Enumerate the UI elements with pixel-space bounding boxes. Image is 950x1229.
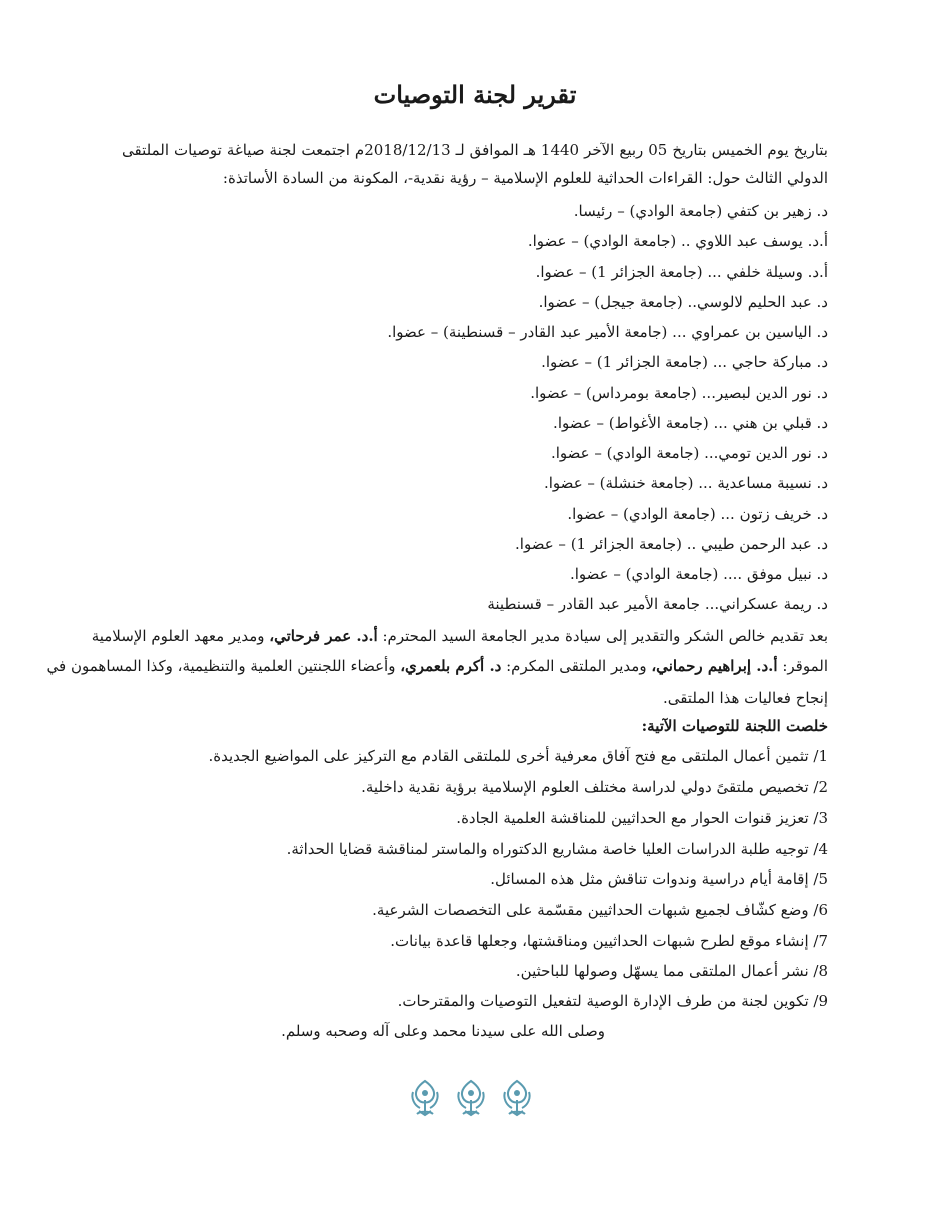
thanks-line-1 bbox=[91, 626, 828, 646]
recommendation-item: 4/ توجيه طلبة الدراسات العليا خاصة مشاريع الدكتوراه والماستر لمناقشة قضايا الحداثة. bbox=[286, 840, 828, 858]
recommendation-item: 8/ نشر أعمال الملتقى مما يسهّل وصولها للباحثين. bbox=[515, 962, 828, 980]
member-item: د. عبد الرحمن طيبي .. (جامعة الجزائر 1) – عضوا. bbox=[515, 535, 828, 553]
thanks-line-3: إنجاح فعاليات هذا الملتقى. bbox=[662, 689, 828, 707]
member-item: د. نور الدين تومي... (جامعة الوادي) – عضوا. bbox=[550, 444, 828, 462]
university-director-name: أ.د. عمر فرحاتي، bbox=[269, 627, 378, 645]
floral-ornament-icon bbox=[500, 1078, 534, 1118]
recommendation-item: 6/ وضع كشّاف لجميع شبهات الحداثيين مقسّمة على التخصصات الشرعية. bbox=[372, 901, 828, 919]
recommendations-heading: خلصت اللجنة للتوصيات الآتية: bbox=[641, 717, 828, 735]
recommendation-item: 7/ إنشاء موقع لطرح شبهات الحداثيين ومناقشتها، وجعلها قاعدة بيانات. bbox=[390, 932, 828, 950]
intro-line-1: بتاريخ يوم الخميس بتاريخ 05 ربيع الآخر 1440 هـ الموافق لـ 2018/12/13م اجتمعت لجنة صياغة توصيات الملتقى bbox=[122, 141, 828, 159]
thanks-text: الموقر: bbox=[777, 657, 828, 675]
thanks-text: بعد تقديم خالص الشكر والتقدير إلى سيادة مدير الجامعة السيد المحترم: bbox=[377, 627, 828, 645]
page-title: تقرير لجنة التوصيات bbox=[373, 80, 577, 109]
member-item: أ.د. يوسف عبد اللاوي .. (جامعة الوادي) – عضوا. bbox=[527, 232, 828, 250]
thanks-text: ومدير معهد العلوم الإسلامية bbox=[91, 627, 270, 645]
recommendation-item: 2/ تخصيص ملتقىً دولي لدراسة مختلف العلوم الإسلامية برؤية نقدية داخلية. bbox=[361, 778, 828, 796]
member-item: د. نور الدين لبصير... (جامعة بومرداس) – عضوا. bbox=[530, 384, 828, 402]
member-item: د. نبيل موفق .... (جامعة الوادي) – عضوا. bbox=[569, 565, 828, 583]
recommendation-item: 9/ تكوين لجنة من طرف الإدارة الوصية لتفعيل التوصيات والمقترحات. bbox=[397, 992, 828, 1010]
floral-ornament-icon bbox=[408, 1078, 442, 1118]
recommendation-item: 1/ تثمين أعمال الملتقى مع فتح آفاق معرفية أخرى للملتقى القادم مع التركيز على المواضيع الجديدة. bbox=[208, 747, 828, 765]
footer-ornaments bbox=[408, 1078, 542, 1120]
recommendation-item: 3/ تعزيز قنوات الحوار مع الحداثيين للمناقشة العلمية الجادة. bbox=[456, 809, 828, 827]
member-item: د. خريف زتون ... (جامعة الوادي) – عضوا. bbox=[567, 505, 828, 523]
intro-line-2: الدولي الثالث حول: القراءات الحداثية للعلوم الإسلامية – رؤية نقدية-، المكونة من السادة الأساتذة: bbox=[222, 169, 828, 187]
member-item: د. قبلي بن هني ... (جامعة الأغواط) – عضوا. bbox=[553, 414, 828, 432]
member-item: د. مباركة حاجي ... (جامعة الجزائر 1) – عضوا. bbox=[541, 353, 828, 371]
member-item: د. عبد الحليم لالوسي.. (جامعة جيجل) – عضوا. bbox=[538, 293, 828, 311]
closing-prayer: وصلى الله على سيدنا محمد وعلى آله وصحبه وسلم. bbox=[281, 1022, 605, 1040]
institute-director-name: أ.د. إبراهيم رحماني، bbox=[651, 657, 778, 675]
recommendation-item: 5/ إقامة أيام دراسية وندوات تناقش مثل هذه المسائل. bbox=[490, 870, 828, 888]
thanks-line-2 bbox=[46, 656, 828, 676]
floral-ornament-icon bbox=[454, 1078, 488, 1118]
conference-director-name: د. أكرم بلعمري، bbox=[400, 657, 502, 675]
member-item: د. ريمة عسكراني... جامعة الأمير عبد القادر – قسنطينة bbox=[487, 595, 828, 613]
member-item: د. الياسين بن عمراوي ... (جامعة الأمير عبد القادر – قسنطينة) – عضوا. bbox=[387, 323, 828, 341]
member-item: د. زهير بن كتفي (جامعة الوادي) – رئيسا. bbox=[573, 202, 828, 220]
member-item: د. نسيبة مساعدية ... (جامعة خنشلة) – عضوا. bbox=[544, 474, 828, 492]
member-item: أ.د. وسيلة خلفي ... (جامعة الجزائر 1) – عضوا. bbox=[535, 263, 828, 281]
thanks-text: ومدير الملتقى المكرم: bbox=[501, 657, 652, 675]
thanks-text: وأعضاء اللجنتين العلمية والتنظيمية، وكذا المساهمون في bbox=[46, 657, 401, 675]
